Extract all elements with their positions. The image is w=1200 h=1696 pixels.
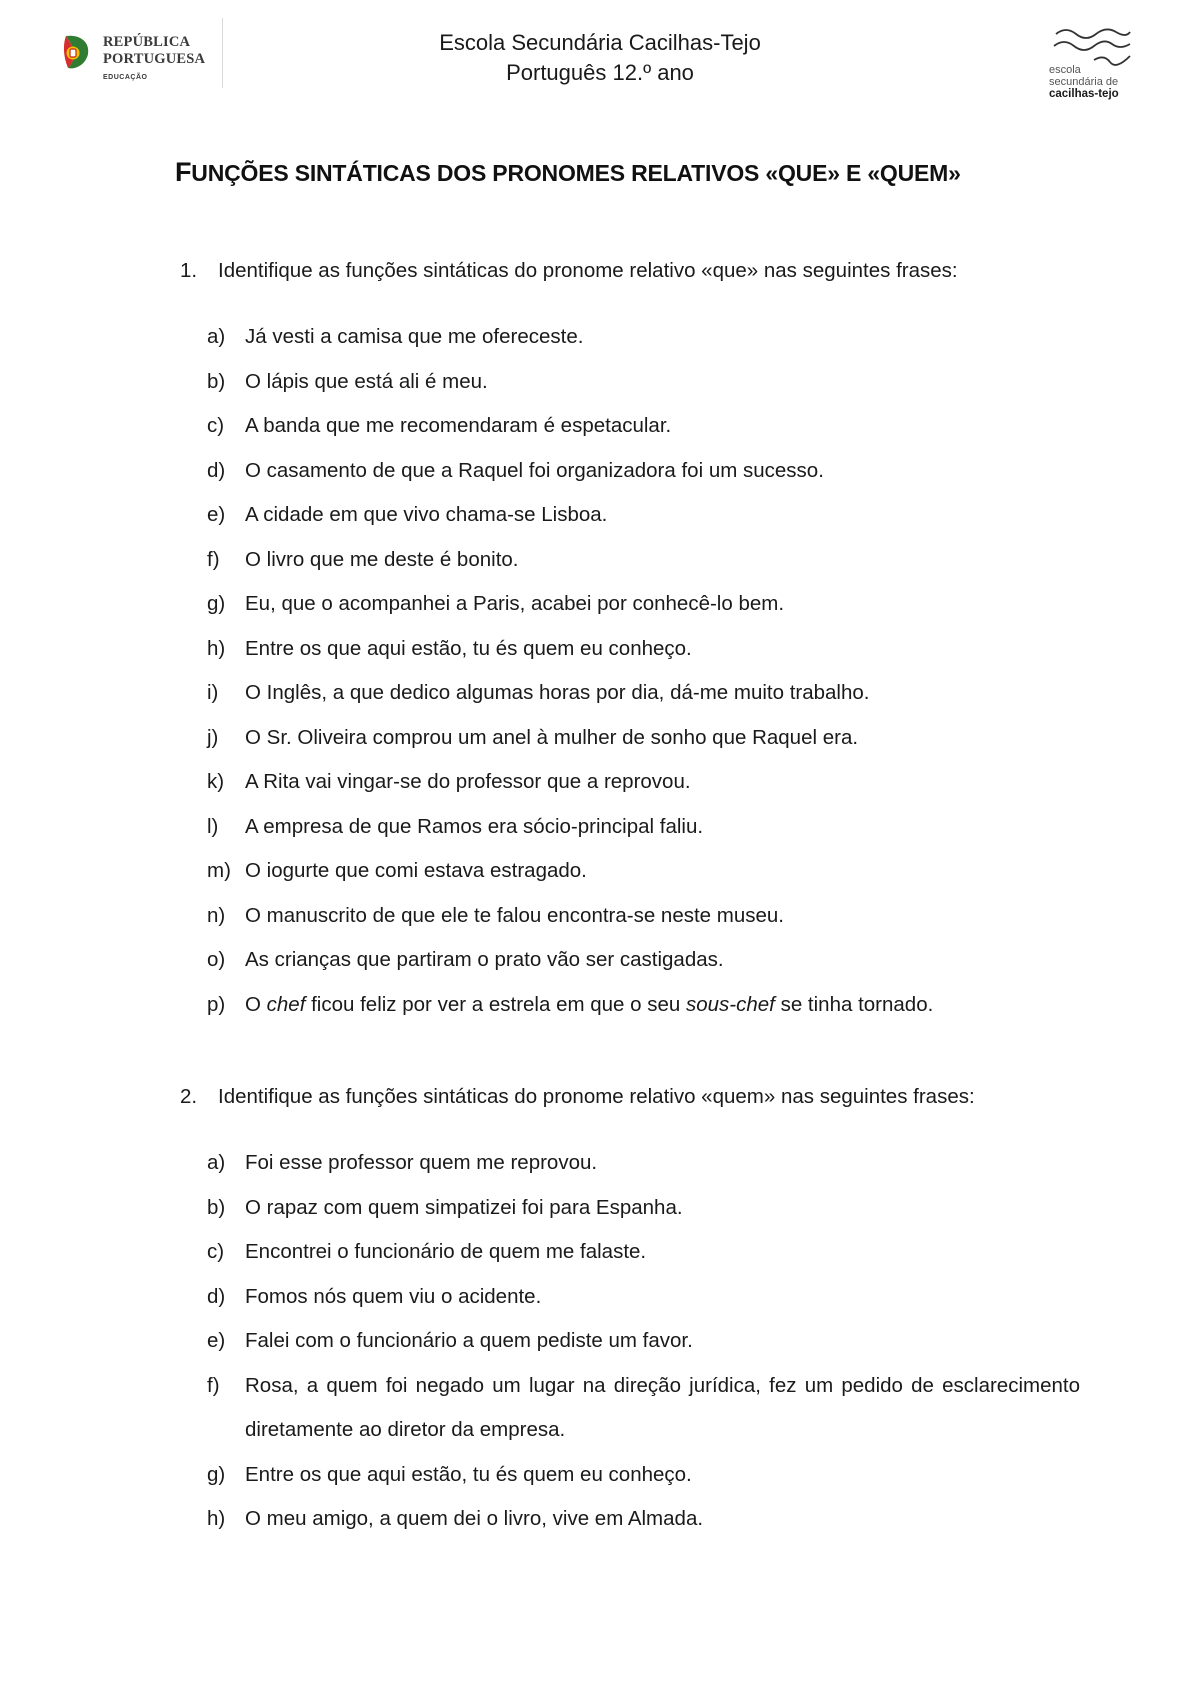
item-letter: p) <box>207 992 226 1016</box>
list-item <box>207 983 1080 1028</box>
item-letter: g) <box>207 592 226 615</box>
item-text-part: ficou feliz por ver a estrela em que o seu <box>305 992 686 1016</box>
question-2-heading <box>180 1085 975 1109</box>
item-text: Rosa, a quem foi negado um lugar na direção jurídica, fez um pedido de esclarecimento diretamente ao diretor da empresa. <box>245 1373 1080 1441</box>
item-letter: a) <box>207 1151 226 1174</box>
list-item <box>207 938 1080 983</box>
item-letter: m) <box>207 859 231 882</box>
item-text-italic: sous-chef <box>686 992 775 1016</box>
item-text: O manuscrito de que ele te falou encontra-se neste museu. <box>245 903 785 927</box>
logo-text-secundaria: secundária de <box>1049 76 1119 88</box>
item-text-part: se tinha tornado. <box>774 992 934 1016</box>
item-letter: h) <box>207 1507 226 1530</box>
item-letter: k) <box>207 770 225 793</box>
item-text: O Inglês, a que dedico algumas horas por dia, dá-me muito trabalho. <box>245 681 870 704</box>
list-item <box>207 627 1080 672</box>
item-text: Fomos nós quem viu o acidente. <box>245 1284 542 1308</box>
item-text: O iogurte que comi estava estragado. <box>245 859 587 882</box>
list-item <box>207 760 1080 805</box>
item-text: O meu amigo, a quem dei o livro, vive em Almada. <box>245 1507 704 1530</box>
item-text: O Sr. Oliveira comprou um anel à mulher de sonho que Raquel era. <box>245 725 859 749</box>
list-item <box>207 404 1080 449</box>
question-number: 2. <box>180 1085 198 1108</box>
item-text: A empresa de que Ramos era sócio-principal faliu. <box>245 814 704 838</box>
item-text: Eu, que o acompanhei a Paris, acabei por conhecê-lo bem. <box>245 592 785 615</box>
list-item <box>207 315 1080 360</box>
list-item <box>207 1230 1080 1275</box>
item-letter: j) <box>207 725 219 749</box>
item-letter: o) <box>207 948 226 971</box>
item-letter: c) <box>207 1240 225 1263</box>
item-letter: d) <box>207 458 226 482</box>
course-name: Português 12.º ano <box>506 60 694 85</box>
item-text: Encontrei o funcionário de quem me falaste. <box>245 1240 647 1263</box>
item-text: Já vesti a camisa que me ofereceste. <box>245 325 584 348</box>
item-text-part: O <box>245 992 267 1016</box>
list-item <box>207 1275 1080 1320</box>
title-rest: UNÇÕES SINTÁTICAS DOS PRONOMES RELATIVOS «QUE» E «QUEM» <box>191 160 961 186</box>
list-item <box>207 1319 1080 1364</box>
school-name: Escola Secundária Cacilhas-Tejo <box>439 30 761 55</box>
item-letter: d) <box>207 1284 226 1308</box>
item-letter: g) <box>207 1462 226 1486</box>
question-1-list <box>207 315 1080 1027</box>
list-item <box>207 1497 1080 1542</box>
item-text: O lápis que está ali é meu. <box>245 369 488 393</box>
question-number: 1. <box>180 259 198 282</box>
list-item <box>207 1453 1080 1498</box>
item-text: O rapaz com quem simpatizei foi para Espanha. <box>245 1195 683 1219</box>
item-letter: c) <box>207 414 225 437</box>
logo-text-educacao: EDUCAÇÃO <box>103 74 148 81</box>
title-initial: F <box>175 157 192 187</box>
item-text: Falei com o funcionário a quem pediste um favor. <box>245 1329 693 1352</box>
item-text: As crianças que partiram o prato vão ser castigadas. <box>245 948 724 971</box>
question-text: Identifique as funções sintáticas do pronome relativo «que» nas seguintes frases: <box>218 259 958 282</box>
list-item <box>207 894 1080 939</box>
item-text: O casamento de que a Raquel foi organizadora foi um sucesso. <box>245 458 824 482</box>
item-letter: i) <box>207 681 219 704</box>
school-logo <box>1048 24 1158 108</box>
list-item <box>207 1141 1080 1186</box>
list-item <box>207 582 1080 627</box>
item-letter: h) <box>207 636 226 660</box>
item-letter: e) <box>207 503 226 526</box>
item-text: A cidade em que vivo chama-se Lisboa. <box>245 503 608 526</box>
question-2-list <box>207 1141 1080 1542</box>
item-text: A Rita vai vingar-se do professor que a reprovou. <box>245 770 691 793</box>
item-letter: b) <box>207 1195 226 1219</box>
item-text: A banda que me recomendaram é espetacular. <box>245 414 672 437</box>
list-item <box>207 538 1080 583</box>
item-text: Entre os que aqui estão, tu és quem eu conheço. <box>245 636 692 660</box>
question-1-heading <box>180 259 958 283</box>
logo-text-republica: REPÚBLICA <box>103 34 191 50</box>
list-item <box>207 671 1080 716</box>
item-text: O livro que me deste é bonito. <box>245 547 519 571</box>
item-text-italic: chef <box>266 992 306 1016</box>
document-header <box>0 28 1200 88</box>
item-text: Foi esse professor quem me reprovou. <box>245 1151 598 1174</box>
item-text: Entre os que aqui estão, tu és quem eu conheço. <box>245 1462 692 1486</box>
list-item <box>207 716 1080 761</box>
list-item <box>207 360 1080 405</box>
logo-text-escola: escola <box>1049 64 1081 76</box>
item-letter: e) <box>207 1329 226 1352</box>
page-title <box>175 157 961 188</box>
item-letter: l) <box>207 814 219 838</box>
item-letter: f) <box>207 1373 220 1397</box>
logo-text-cacilhas-tejo: cacilhas-tejo <box>1049 88 1119 100</box>
logo-text-portuguesa: PORTUGUESA <box>103 51 206 67</box>
item-letter: a) <box>207 325 226 348</box>
list-item <box>207 1186 1080 1231</box>
waves-icon <box>1048 24 1132 68</box>
list-item <box>207 805 1080 850</box>
item-letter: b) <box>207 369 226 393</box>
item-letter: n) <box>207 903 226 927</box>
list-item <box>207 449 1080 494</box>
list-item <box>207 493 1080 538</box>
question-text: Identifique as funções sintáticas do pronome relativo «quem» nas seguintes frases: <box>218 1085 975 1108</box>
list-item <box>207 849 1080 894</box>
list-item <box>207 1364 1080 1453</box>
item-letter: f) <box>207 547 220 571</box>
